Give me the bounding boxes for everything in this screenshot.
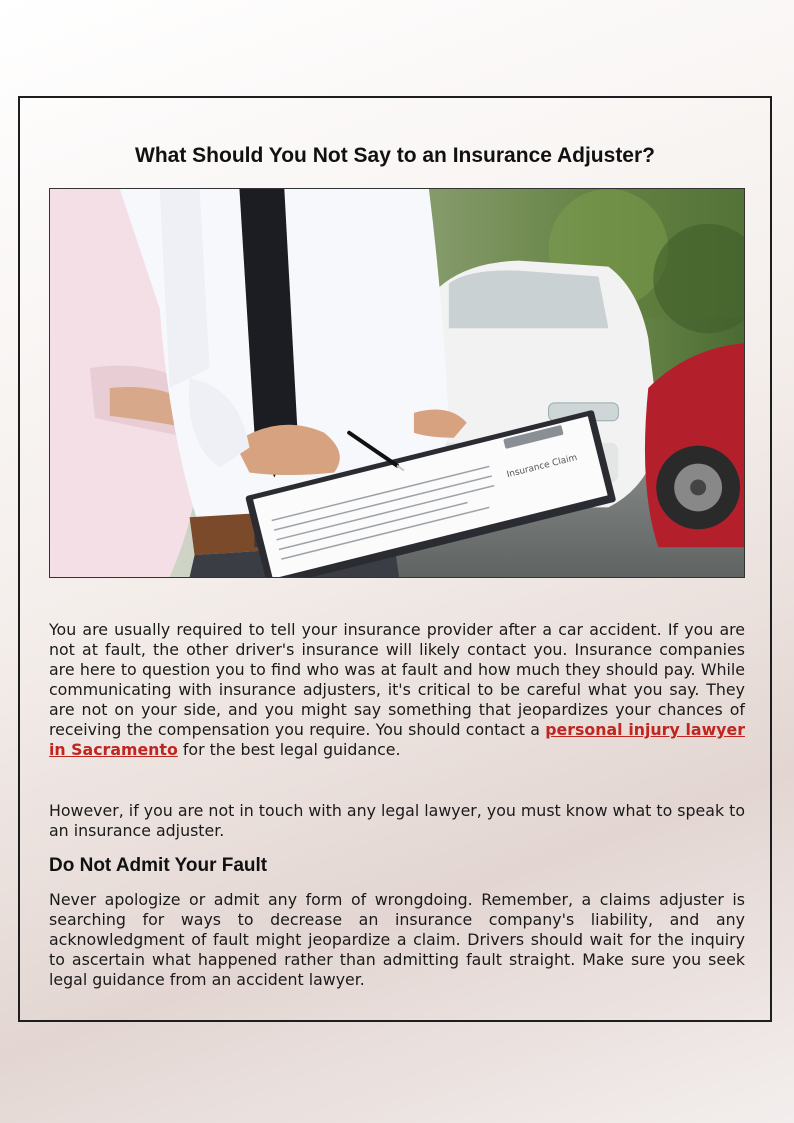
content-frame bbox=[18, 96, 772, 1022]
insurance-adjuster-photo bbox=[49, 188, 745, 578]
personal-injury-lawyer-link[interactable]: personal injury lawyer in Sacramento bbox=[49, 720, 745, 759]
page-title: What Should You Not Say to an Insurance Adjuster? bbox=[135, 144, 655, 167]
section-paragraph: Never apologize or admit any form of wrongdoing. Remember, a claims adjuster is searching for ways to decrease an insurance company's liability, and any acknowledgment of fault might jeopardize a claim. Drivers should wait for the inquiry to ascertain what happened rather than admitting fault straight. Make sure you seek legal guidance from an accident lawyer. bbox=[49, 890, 745, 989]
section-heading: Do Not Admit Your Fault bbox=[49, 855, 268, 876]
intro-paragraph bbox=[49, 620, 745, 760]
photo-illustration bbox=[50, 189, 744, 577]
intro-text: You are usually required to tell your insurance provider after a car accident. If you are not at fault, the other driver's insurance will likely contact you. Insurance companies are here to question you to find who was at fault and how much they should pay. While communicating with insurance adjusters, it's critical to be careful what you say. They are not on your side, and you might say something that jeopardizes your chances of receiving the compensation you require. You should contact a bbox=[49, 620, 745, 739]
followup-paragraph: However, if you are not in touch with any legal lawyer, you must know what to speak to an insurance adjuster. bbox=[49, 801, 745, 840]
intro-text-end: for the best legal guidance. bbox=[177, 740, 401, 759]
form-caption: Insurance Claim bbox=[505, 452, 579, 481]
